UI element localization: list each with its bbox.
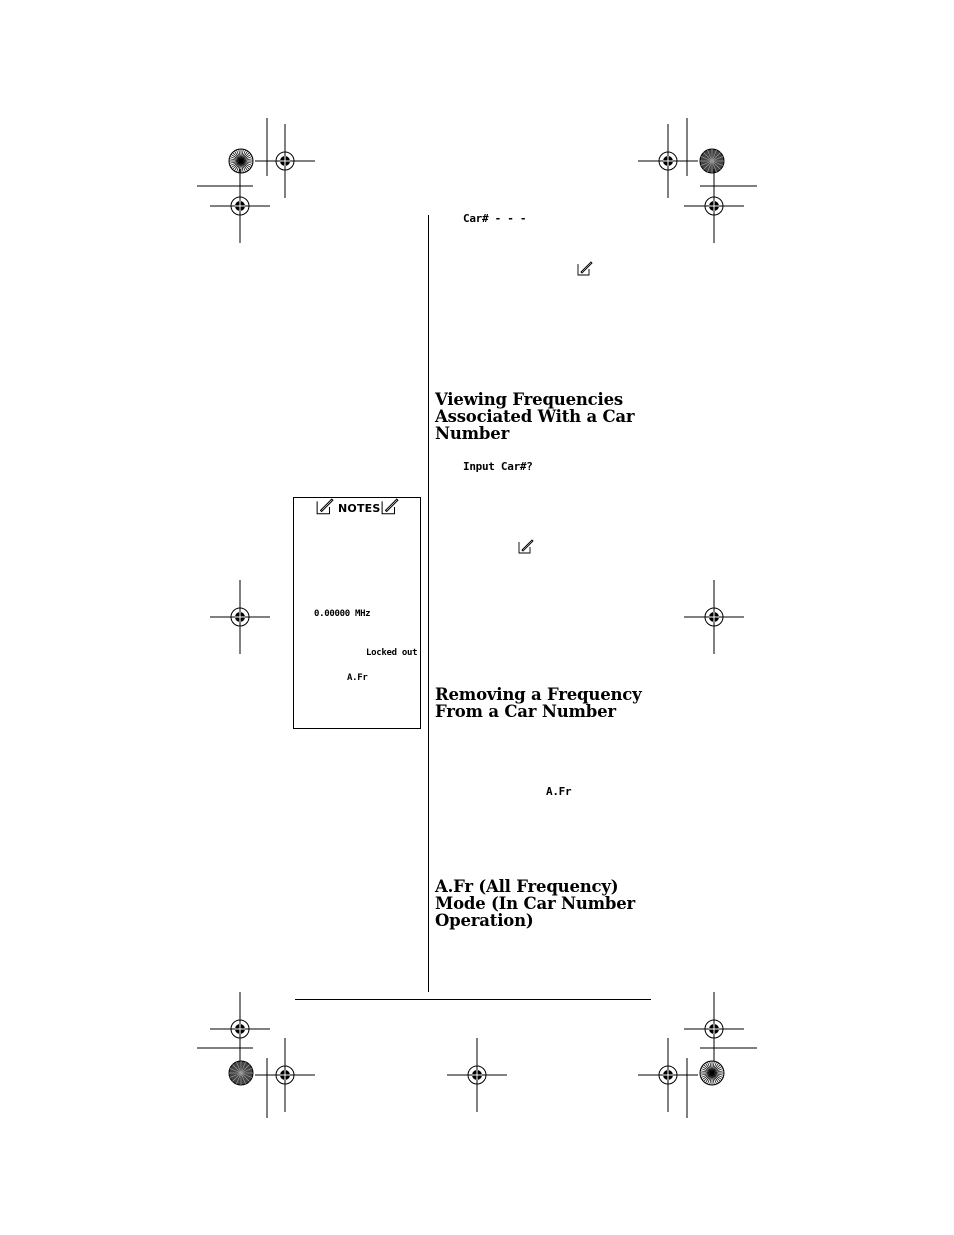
notes-pencil-icon: [381, 498, 399, 516]
notes-lcd-frequency: 0.00000 MHz: [314, 609, 371, 619]
lcd-car-number-blank: Car# - - -: [463, 212, 527, 225]
note-pencil-icon: [577, 261, 593, 277]
heading-removing-frequency: Removing a Frequency From a Car Number: [435, 685, 642, 721]
notes-lcd-afr: A.Fr: [347, 673, 368, 683]
footer-rule: [295, 999, 651, 1000]
lcd-afr: A.Fr: [546, 785, 572, 798]
notes-pencil-icon: [316, 498, 334, 516]
heading-afr-mode: A.Fr (All Frequency) Mode (In Car Number Operation): [435, 877, 636, 930]
notes-lcd-locked-out: Locked out: [366, 648, 418, 658]
lcd-input-car: Input Car#?: [463, 460, 533, 473]
note-pencil-icon: [518, 539, 534, 555]
heading-viewing-frequencies: Viewing Frequencies Associated With a Car Number: [435, 390, 635, 443]
notes-title: NOTES: [338, 502, 381, 515]
column-divider: [428, 215, 429, 992]
